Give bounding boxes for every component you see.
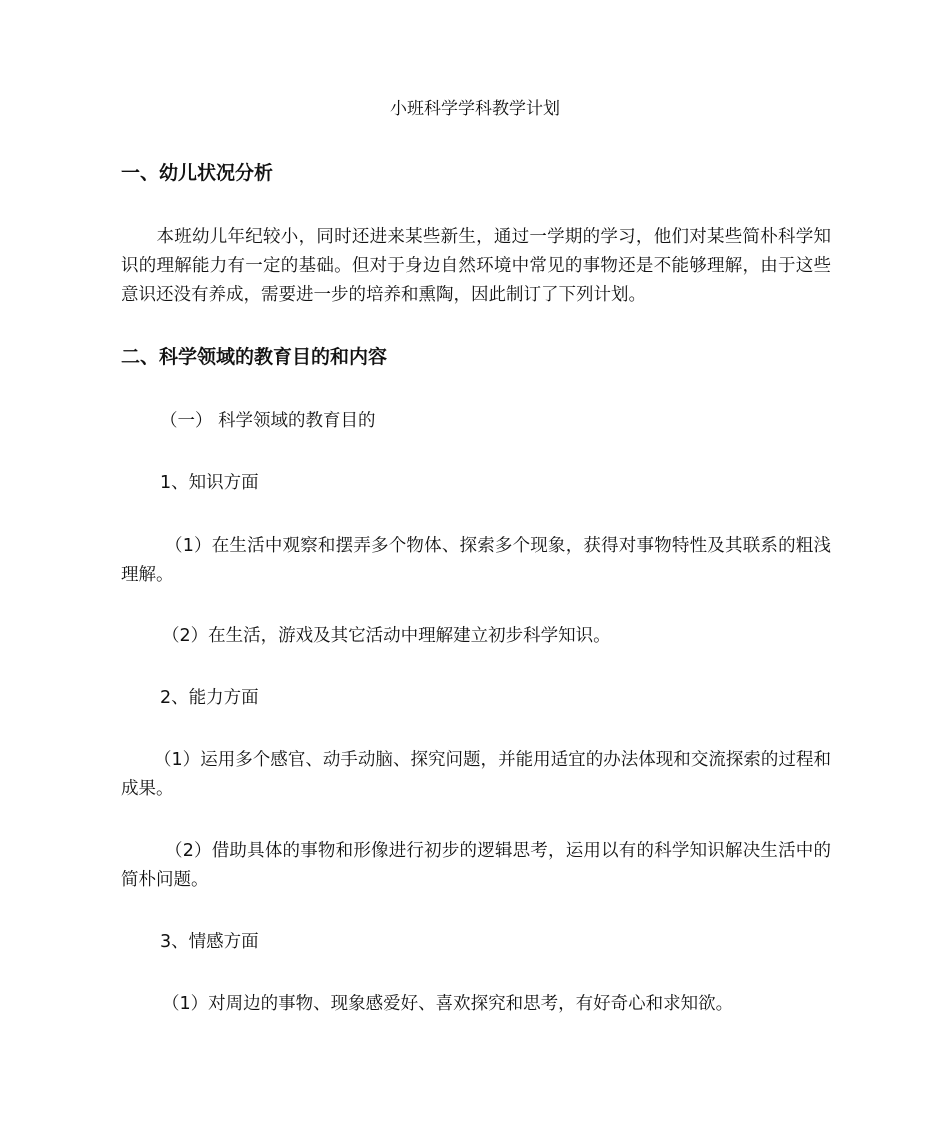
knowledge-item-2: （2）在生活，游戏及其它活动中理解建立初步科学知识。 xyxy=(162,626,611,646)
subsection1-heading: （一） 科学领域的教育目的 xyxy=(160,411,376,431)
section2-heading: 二、科学领域的教育目的和内容 xyxy=(121,346,388,368)
ability-item-2: （2）借助具体的事物和形像进行初步的逻辑思考，运用以有的科学知识解决生活中的简朴问题。 xyxy=(121,841,831,890)
section1-heading: 一、幼儿状况分析 xyxy=(121,162,274,184)
knowledge-item-1: （1）在生活中观察和摆弄多个物体、探索多个现象，获得对事物特性及其联系的粗浅理解。 xyxy=(121,536,831,585)
document-title: 小班科学学科教学计划 xyxy=(390,99,560,119)
ability-item-1: （1）运用多个感官、动手动脑、探究问题，并能用适宜的办法体现和交流探索的过程和成果。 xyxy=(121,750,831,799)
ability-heading: 2、能力方面 xyxy=(160,688,259,708)
section1-paragraph: 本班幼儿年纪较小，同时还进来某些新生，通过一学期的学习，他们对某些简朴科学知识的理解能力有一定的基础。但对于身边自然环境中常见的事物还是不能够理解，由于这些意识还没有养成，需要进一步的培养和熏陶，因此制订了下列计划。 xyxy=(121,227,831,305)
emotion-item-1: （1）对周边的事物、现象感爱好、喜欢探究和思考，有好奇心和求知欲。 xyxy=(162,994,734,1014)
emotion-heading: 3、情感方面 xyxy=(160,932,259,952)
knowledge-heading: 1、知识方面 xyxy=(160,473,259,493)
